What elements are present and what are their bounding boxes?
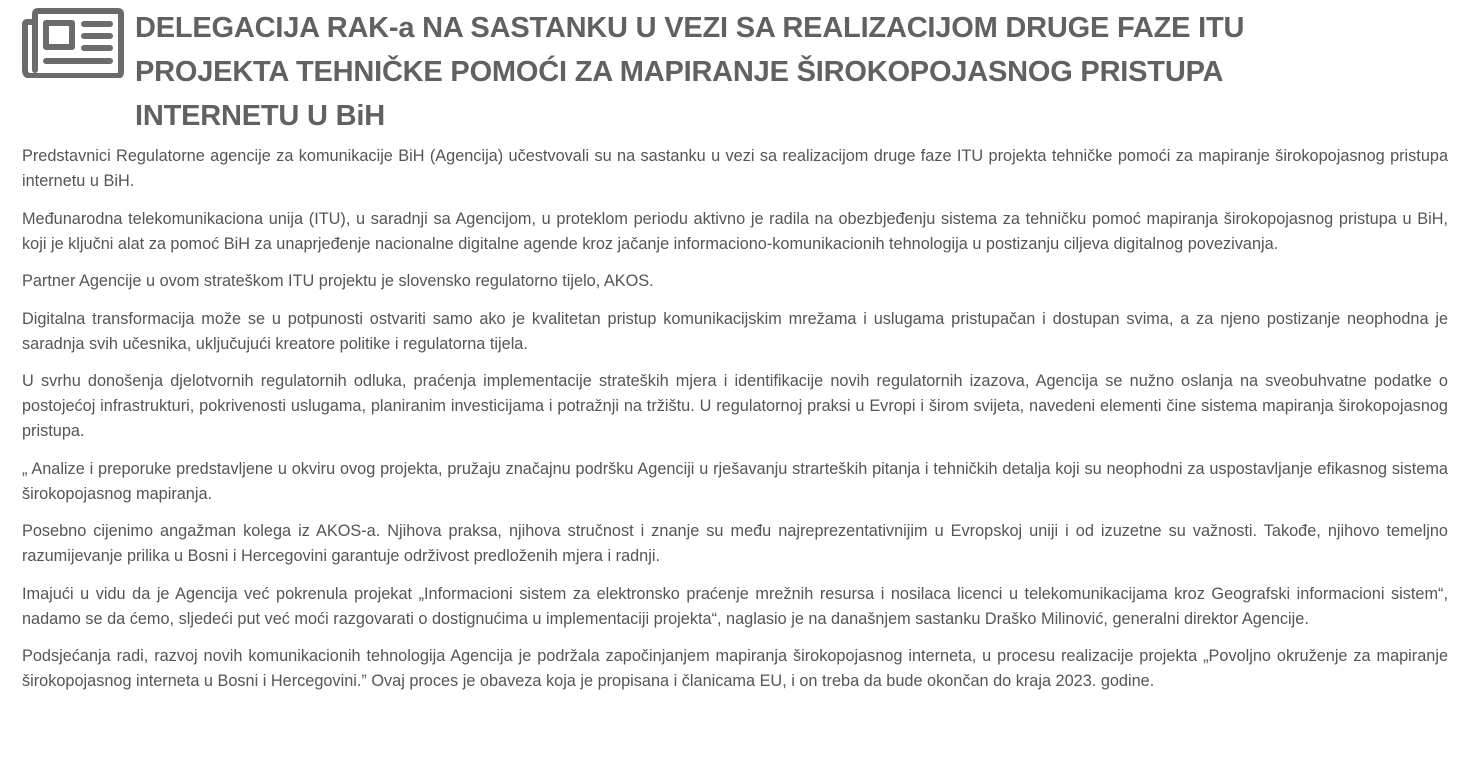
article-header <box>22 6 1448 138</box>
paragraph: Posebno cijenimo angažman kolega iz AKOS-a. Njihova praksa, njihova stručnost i znanje su među najreprezentativnijim u Evropskoj uniji i od izuzetne su važnosti. Takođe, njihovo temeljno razumijevanje prilika u Bosni i Hercegovini garantuje održivost predloženih mjera i radnji. <box>22 522 1448 565</box>
article-title: DELEGACIJA RAK-a NA SASTANKU U VEZI SA REALIZACIJOM DRUGE FAZE ITU PROJEKTA TEHNIČKE POMOĆI ZA MAPIRANJE ŠIROKOPOJASNOG PRISTUPA INTERNETU U BiH <box>135 12 1245 132</box>
paragraph: „ Analize i preporuke predstavljene u okviru ovog projekta, pružaju značajnu podršku Agenciji u rješavanju strarteških pitanja i tehničkih detalja koji su neophodni za uspostavljanje efikasnog sistema širokopojasnog mapiranja. <box>22 459 1448 503</box>
paragraph: Partner Agencije u ovom strateškom ITU projektu je slovensko regulatorno tijelo, AKOS. <box>22 272 654 290</box>
paragraph: Međunarodna telekomunikaciona unija (ITU), u saradnji sa Agencijom, u proteklom periodu aktivno je radila na obezbjeđenju sistema za tehničku pomoć mapiranja širokopojasnog pristupa u BiH, koji je ključni alat za pomoć BiH za unaprjeđenje nacionalne digitalne agende kroz jačanje informaciono-komunikacionih tehnologija u postizanju ciljeva digitalnog povezivanja. <box>22 209 1448 253</box>
newspaper-icon <box>22 8 124 78</box>
article-body <box>22 144 1448 694</box>
paragraph: Digitalna transformacija može se u potpunosti ostvariti samo ako je kvalitetan pristup komunikacijskim mrežama i uslugama pristupačan i dostupan svima, a za njeno postizanje neophodna je saradnja svih učesnika, uključujući kreatore politike i regulatorna tijela. <box>22 309 1448 353</box>
paragraph: Predstavnici Regulatorne agencije za komunikacije BiH (Agencija) učestvovali su na sastanku u vezi sa realizacijom druge faze ITU projekta tehničke pomoći za mapiranje širokopojasnog pristupa internetu u BiH. <box>22 147 1448 190</box>
article <box>22 0 1448 707</box>
paragraph: Imajući u vidu da je Agencija već pokrenula projekat „Informacioni sistem za elektronsko praćenje mrežnih resursa i nosilaca licenci u telekomunikacijama kroz Geografski informacioni sistem“, nadamo se da ćemo, sljedeći put već moći razgovarati o dostignućima u implementaciji projekta“, naglasio je na današnjem sastanku Draško Milinović, generalni direktor Agencije. <box>22 584 1448 628</box>
paragraph: Podsjećanja radi, razvoj novih komunikacionih tehnologija Agencija je podržala započinjanjem mapiranja širokopojasnog interneta, u procesu realizacije projekta „Povoljno okruženje za mapiranje širokopojasnog interneta u Bosni i Hercegovini.” Ovaj proces je obaveza koja je propisana i članicama EU, i on treba da bude okončan do kraja 2023. godine. <box>22 647 1448 690</box>
paragraph: U svrhu donošenja djelotvornih regulatornih odluka, praćenja implementacije strateških mjera i identifikacije novih regulatornih izazova, Agencija se nužno oslanja na sveobuhvatne podatke o postojećoj infrastrukturi, pokrivenosti uslugama, planiranim investicijama i potražnji na tržištu. U regulatornoj praksi u Evropi i širom svijeta, navedeni elementi čine sistema mapiranja širokopojasnog pristupa. <box>22 372 1448 440</box>
